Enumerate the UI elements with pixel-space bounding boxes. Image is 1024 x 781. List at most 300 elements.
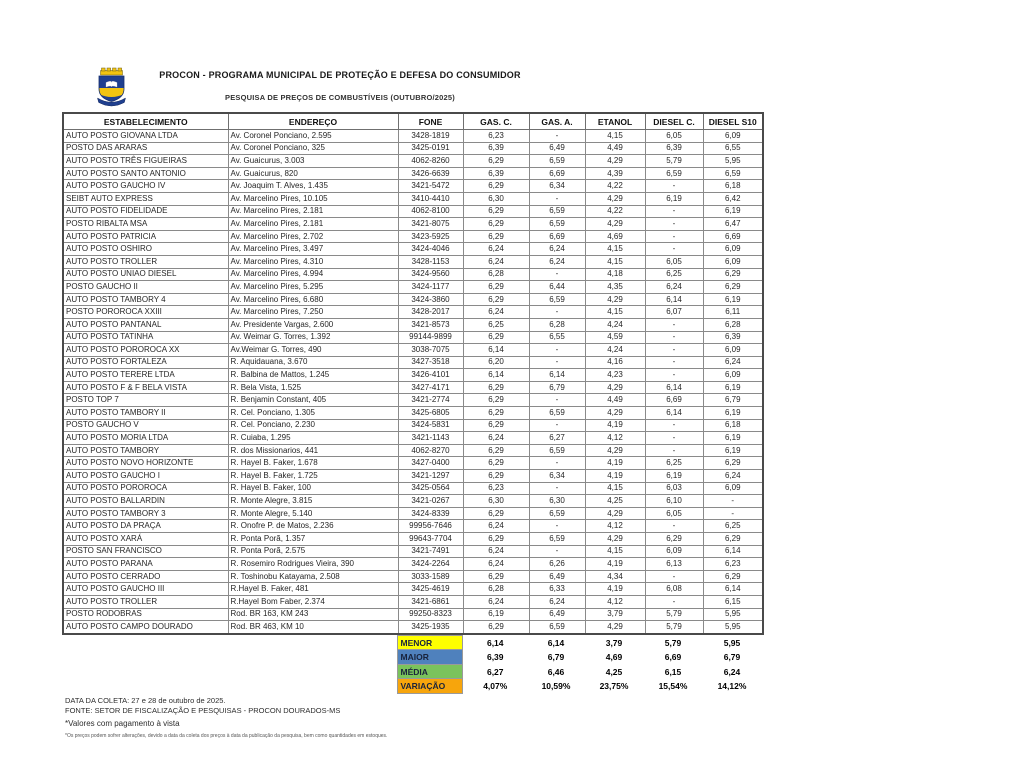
price-cell: 6,49 bbox=[529, 142, 585, 155]
address-cell: Rod. BR 163, KM 243 bbox=[228, 608, 398, 621]
establishment-cell: POSTO POROROCA XXIII bbox=[63, 306, 228, 319]
establishment-cell: AUTO POSTO SANTO ANTONIO bbox=[63, 167, 228, 180]
table-row bbox=[63, 192, 763, 205]
price-cell: 6,24 bbox=[463, 243, 529, 256]
price-cell: 5,79 bbox=[645, 621, 703, 634]
price-cell: 6,20 bbox=[463, 356, 529, 369]
price-cell: 6,33 bbox=[529, 583, 585, 596]
price-cell: 6,08 bbox=[645, 583, 703, 596]
price-cell: 4,15 bbox=[585, 243, 645, 256]
establishment-cell: AUTO POSTO CERRADO bbox=[63, 570, 228, 583]
price-cell: 6,39 bbox=[645, 142, 703, 155]
price-cell: 6,59 bbox=[529, 444, 585, 457]
price-cell: 6,19 bbox=[703, 444, 763, 457]
price-cell: 6,19 bbox=[703, 407, 763, 420]
address-cell: Av. Weimar G. Torres, 1.392 bbox=[228, 331, 398, 344]
price-cell: 6,79 bbox=[529, 381, 585, 394]
price-cell: 4,23 bbox=[585, 369, 645, 382]
price-cell: 6,25 bbox=[703, 520, 763, 533]
address-cell: R. Rosemiro Rodrigues Vieira, 390 bbox=[228, 558, 398, 571]
establishment-cell: AUTO POSTO CAMPO DOURADO bbox=[63, 621, 228, 634]
price-cell: - bbox=[529, 306, 585, 319]
price-cell: 4,29 bbox=[585, 381, 645, 394]
phone-cell: 3424-9560 bbox=[398, 268, 463, 281]
establishment-cell: AUTO POSTO TRÊS FIGUEIRAS bbox=[63, 155, 228, 168]
price-cell: 6,14 bbox=[463, 344, 529, 357]
price-cell: 6,49 bbox=[529, 608, 585, 621]
price-cell: - bbox=[529, 130, 585, 143]
price-cell: 4,34 bbox=[585, 570, 645, 583]
price-cell: 6,24 bbox=[463, 520, 529, 533]
phone-cell: 3427-4171 bbox=[398, 381, 463, 394]
price-cell: 4,15 bbox=[585, 255, 645, 268]
phone-cell: 99643-7704 bbox=[398, 533, 463, 546]
price-cell: 6,29 bbox=[463, 331, 529, 344]
establishment-cell: AUTO POSTO PARANA bbox=[63, 558, 228, 571]
price-cell: - bbox=[645, 520, 703, 533]
establishment-cell: AUTO POSTO GAUCHO I bbox=[63, 470, 228, 483]
summary-value: 5,95 bbox=[723, 637, 741, 648]
phone-cell: 3421-6861 bbox=[398, 595, 463, 608]
summary-value: 4,25 bbox=[605, 666, 623, 677]
price-cell: 6,39 bbox=[463, 167, 529, 180]
summary-value: 6,24 bbox=[723, 666, 741, 677]
price-cell: 6,28 bbox=[463, 583, 529, 596]
price-cell: 4,49 bbox=[585, 142, 645, 155]
phone-cell: 3426-4101 bbox=[398, 369, 463, 382]
establishment-cell: AUTO POSTO OSHIRO bbox=[63, 243, 228, 256]
establishment-cell: SEIBT AUTO EXPRESS bbox=[63, 192, 228, 205]
address-cell: Av. Coronel Ponciano, 2.595 bbox=[228, 130, 398, 143]
price-cell: 6,55 bbox=[703, 142, 763, 155]
price-cell: 4,19 bbox=[585, 419, 645, 432]
table-row bbox=[63, 621, 763, 634]
price-cell: 6,29 bbox=[463, 180, 529, 193]
summary-value: 6,46 bbox=[547, 666, 565, 677]
establishment-cell: AUTO POSTO TROLLER bbox=[63, 595, 228, 608]
price-cell: 6,29 bbox=[645, 533, 703, 546]
summary-label: VARIAÇÃO bbox=[397, 679, 462, 694]
price-cell: 6,28 bbox=[703, 318, 763, 331]
price-cell: 6,25 bbox=[645, 268, 703, 281]
price-cell: 4,39 bbox=[585, 167, 645, 180]
price-cell: 6,23 bbox=[463, 130, 529, 143]
table-row bbox=[63, 595, 763, 608]
price-cell: 6,29 bbox=[703, 281, 763, 294]
price-cell: 4,29 bbox=[585, 533, 645, 546]
price-cell: 6,29 bbox=[703, 457, 763, 470]
phone-cell: 3421-5472 bbox=[398, 180, 463, 193]
price-cell: 6,59 bbox=[529, 293, 585, 306]
price-cell: 6,19 bbox=[703, 381, 763, 394]
phone-cell: 3421-8075 bbox=[398, 218, 463, 231]
table-row bbox=[63, 432, 763, 445]
price-cell: 6,19 bbox=[703, 432, 763, 445]
price-cell: 6,19 bbox=[645, 470, 703, 483]
address-cell: Av. Marcelino Pires, 2.181 bbox=[228, 205, 398, 218]
price-cell: 6,30 bbox=[463, 192, 529, 205]
price-cell: 6,24 bbox=[645, 281, 703, 294]
price-cell: 4,19 bbox=[585, 457, 645, 470]
price-cell: 6,29 bbox=[463, 155, 529, 168]
phone-cell: 3425-1935 bbox=[398, 621, 463, 634]
table-row bbox=[63, 495, 763, 508]
price-cell: 4,29 bbox=[585, 192, 645, 205]
table-row bbox=[63, 167, 763, 180]
price-cell: - bbox=[703, 495, 763, 508]
price-cell: 6,24 bbox=[703, 356, 763, 369]
price-cell: 6,59 bbox=[645, 167, 703, 180]
table-row bbox=[63, 457, 763, 470]
table-row bbox=[63, 331, 763, 344]
price-cell: 6,29 bbox=[463, 205, 529, 218]
price-cell: 6,49 bbox=[529, 570, 585, 583]
establishment-cell: AUTO POSTO GIOVANA LTDA bbox=[63, 130, 228, 143]
price-cell: 6,07 bbox=[645, 306, 703, 319]
establishment-cell: AUTO POSTO TATINHA bbox=[63, 331, 228, 344]
price-cell: - bbox=[645, 595, 703, 608]
footer-notes bbox=[62, 696, 762, 741]
address-cell: Av. Joaquim T. Alves, 1.435 bbox=[228, 180, 398, 193]
price-cell: - bbox=[529, 545, 585, 558]
summary-value: 4,07% bbox=[483, 681, 508, 691]
price-cell: 6,29 bbox=[463, 419, 529, 432]
price-cell: 4,19 bbox=[585, 558, 645, 571]
price-cell: 6,03 bbox=[645, 482, 703, 495]
summary-value: 5,79 bbox=[664, 637, 682, 648]
price-cell: 6,05 bbox=[645, 507, 703, 520]
price-table-body bbox=[63, 130, 763, 634]
price-cell: 6,29 bbox=[463, 394, 529, 407]
price-cell: 6,24 bbox=[529, 255, 585, 268]
price-cell: 5,79 bbox=[645, 608, 703, 621]
address-cell: Av. Guaicurus, 820 bbox=[228, 167, 398, 180]
price-cell: 6,44 bbox=[529, 281, 585, 294]
summary-value: 23,75% bbox=[599, 681, 629, 691]
price-cell: 6,27 bbox=[529, 432, 585, 445]
price-cell: 6,24 bbox=[703, 470, 763, 483]
table-row bbox=[63, 583, 763, 596]
price-cell: 4,29 bbox=[585, 507, 645, 520]
column-header: GAS. C. bbox=[463, 113, 529, 130]
price-cell: 6,09 bbox=[703, 369, 763, 382]
address-cell: R. Toshinobu Katayama, 2.508 bbox=[228, 570, 398, 583]
price-cell: 6,18 bbox=[703, 419, 763, 432]
address-cell: R. Monte Alegre, 3.815 bbox=[228, 495, 398, 508]
summary-row bbox=[62, 650, 762, 665]
phone-cell: 3426-6639 bbox=[398, 167, 463, 180]
table-row bbox=[63, 407, 763, 420]
price-cell: 6,59 bbox=[529, 205, 585, 218]
page-subtitle: PESQUISA DE PREÇOS DE COMBUSTÍVEIS (OUTUBRO/2025) bbox=[225, 93, 455, 102]
table-row bbox=[63, 318, 763, 331]
payment-note: *Valores com pagamento à vista bbox=[65, 718, 180, 728]
summary-value: 6,14 bbox=[486, 637, 504, 648]
establishment-cell: POSTO GAUCHO II bbox=[63, 281, 228, 294]
table-row bbox=[63, 558, 763, 571]
price-cell: 6,55 bbox=[529, 331, 585, 344]
phone-cell: 99144-9899 bbox=[398, 331, 463, 344]
price-cell: 4,29 bbox=[585, 407, 645, 420]
address-cell: R. Onofre P. de Matos, 2.236 bbox=[228, 520, 398, 533]
address-cell: R.Hayel B. Faker, 481 bbox=[228, 583, 398, 596]
price-cell: 4,29 bbox=[585, 444, 645, 457]
summary-table bbox=[62, 635, 762, 694]
price-cell: 6,69 bbox=[529, 230, 585, 243]
table-row bbox=[63, 356, 763, 369]
price-cell: 6,59 bbox=[703, 167, 763, 180]
price-cell: - bbox=[645, 230, 703, 243]
summary-table-body bbox=[62, 635, 762, 693]
phone-cell: 99956-7646 bbox=[398, 520, 463, 533]
phone-cell: 3421-8573 bbox=[398, 318, 463, 331]
price-cell: 4,35 bbox=[585, 281, 645, 294]
phone-cell: 3427-3518 bbox=[398, 356, 463, 369]
address-cell: R. Hayel B. Faker, 100 bbox=[228, 482, 398, 495]
phone-cell: 4062-8100 bbox=[398, 205, 463, 218]
table-row bbox=[63, 482, 763, 495]
price-cell: 6,28 bbox=[463, 268, 529, 281]
table-row bbox=[63, 344, 763, 357]
price-cell: - bbox=[645, 218, 703, 231]
price-cell: 4,15 bbox=[585, 545, 645, 558]
price-cell: 6,19 bbox=[463, 608, 529, 621]
summary-value: 15,54% bbox=[658, 681, 688, 691]
price-cell: 4,29 bbox=[585, 218, 645, 231]
address-cell: Av. Marcelino Pires, 6.680 bbox=[228, 293, 398, 306]
price-cell: - bbox=[529, 482, 585, 495]
price-cell: 4,59 bbox=[585, 331, 645, 344]
price-cell: 6,29 bbox=[463, 444, 529, 457]
address-cell: R. Aquidauana, 3.670 bbox=[228, 356, 398, 369]
price-cell: - bbox=[645, 344, 703, 357]
column-header: GAS. A. bbox=[529, 113, 585, 130]
price-cell: - bbox=[645, 432, 703, 445]
establishment-cell: AUTO POSTO MORIA LTDA bbox=[63, 432, 228, 445]
price-cell: - bbox=[529, 419, 585, 432]
summary-row bbox=[62, 664, 762, 679]
price-cell: 5,95 bbox=[703, 621, 763, 634]
address-cell: Av. Coronel Ponciano, 325 bbox=[228, 142, 398, 155]
table-row bbox=[63, 545, 763, 558]
address-cell: R. Cel. Ponciano, 1.305 bbox=[228, 407, 398, 420]
price-cell: 6,34 bbox=[529, 180, 585, 193]
price-cell: 6,25 bbox=[645, 457, 703, 470]
price-cell: - bbox=[645, 444, 703, 457]
price-cell: 6,18 bbox=[703, 180, 763, 193]
table-row bbox=[63, 255, 763, 268]
address-cell: R. Bela Vista, 1.525 bbox=[228, 381, 398, 394]
price-cell: 6,42 bbox=[703, 192, 763, 205]
table-row bbox=[63, 205, 763, 218]
address-cell: Av. Marcelino Pires, 4.310 bbox=[228, 255, 398, 268]
price-cell: - bbox=[645, 419, 703, 432]
price-cell: - bbox=[529, 268, 585, 281]
address-cell: Av. Marcelino Pires, 2.181 bbox=[228, 218, 398, 231]
address-cell: Av. Guaicurus, 3.003 bbox=[228, 155, 398, 168]
table-row bbox=[63, 155, 763, 168]
price-cell: 6,14 bbox=[645, 381, 703, 394]
table-row bbox=[63, 507, 763, 520]
price-cell: 4,29 bbox=[585, 155, 645, 168]
phone-cell: 3424-1177 bbox=[398, 281, 463, 294]
phone-cell: 3410-4410 bbox=[398, 192, 463, 205]
phone-cell: 3424-4046 bbox=[398, 243, 463, 256]
price-cell: 6,24 bbox=[463, 306, 529, 319]
establishment-cell: AUTO POSTO GAUCHO III bbox=[63, 583, 228, 596]
price-cell: 6,14 bbox=[703, 583, 763, 596]
price-cell: 4,29 bbox=[585, 293, 645, 306]
table-row bbox=[63, 419, 763, 432]
price-cell: 6,29 bbox=[463, 381, 529, 394]
price-cell: 6,29 bbox=[463, 407, 529, 420]
column-header: FONE bbox=[398, 113, 463, 130]
phone-cell: 3424-8339 bbox=[398, 507, 463, 520]
price-cell: 6,24 bbox=[463, 432, 529, 445]
price-cell: 6,29 bbox=[463, 293, 529, 306]
establishment-cell: AUTO POSTO FIDELIDADE bbox=[63, 205, 228, 218]
table-row bbox=[63, 281, 763, 294]
address-cell: Av. Presidente Vargas, 2.600 bbox=[228, 318, 398, 331]
price-cell: 6,19 bbox=[645, 192, 703, 205]
price-cell: 6,59 bbox=[529, 507, 585, 520]
address-cell: Av. Marcelino Pires, 3.497 bbox=[228, 243, 398, 256]
price-cell: 6,29 bbox=[463, 570, 529, 583]
table-row bbox=[63, 394, 763, 407]
price-cell: 5,79 bbox=[645, 155, 703, 168]
price-cell: 6,24 bbox=[529, 243, 585, 256]
summary-row bbox=[62, 679, 762, 694]
price-cell: - bbox=[529, 344, 585, 357]
summary-row bbox=[62, 635, 762, 650]
disclaimer-note: *Os preços podem sofrer alterações, devido a data da coleta dos preços à data da publicação da pesquisa, bem como quantidades em estoques. bbox=[65, 732, 388, 739]
price-cell: - bbox=[529, 457, 585, 470]
price-cell: 6,23 bbox=[463, 482, 529, 495]
price-cell: 6,59 bbox=[529, 155, 585, 168]
summary-label: MAIOR bbox=[397, 650, 462, 665]
establishment-cell: AUTO POSTO TERERE LTDA bbox=[63, 369, 228, 382]
address-cell: Av. Marcelino Pires, 4.994 bbox=[228, 268, 398, 281]
price-cell: 6,29 bbox=[463, 281, 529, 294]
establishment-cell: POSTO RODOBRAS bbox=[63, 608, 228, 621]
establishment-cell: POSTO TOP 7 bbox=[63, 394, 228, 407]
phone-cell: 3424-2264 bbox=[398, 558, 463, 571]
price-cell: 4,25 bbox=[585, 495, 645, 508]
phone-cell: 3428-1819 bbox=[398, 130, 463, 143]
summary-spacer bbox=[62, 679, 397, 694]
table-row bbox=[63, 533, 763, 546]
address-cell: R. Cuiaba, 1.295 bbox=[228, 432, 398, 445]
phone-cell: 3421-1143 bbox=[398, 432, 463, 445]
phone-cell: 3428-2017 bbox=[398, 306, 463, 319]
establishment-cell: AUTO POSTO POROROCA XX bbox=[63, 344, 228, 357]
price-cell: - bbox=[529, 520, 585, 533]
price-cell: 6,19 bbox=[703, 205, 763, 218]
price-cell: 6,09 bbox=[703, 344, 763, 357]
price-cell: 6,29 bbox=[703, 570, 763, 583]
column-header: ETANOL bbox=[585, 113, 645, 130]
price-cell: 4,19 bbox=[585, 470, 645, 483]
establishment-cell: AUTO POSTO BALLARDIN bbox=[63, 495, 228, 508]
address-cell: R. Monte Alegre, 5.140 bbox=[228, 507, 398, 520]
address-cell: R. Benjamin Constant, 405 bbox=[228, 394, 398, 407]
price-cell: 4,12 bbox=[585, 432, 645, 445]
collection-date-note: DATA DA COLETA: 27 e 28 de outubro de 2025. bbox=[65, 695, 226, 705]
establishment-cell: AUTO POSTO TAMBORY 4 bbox=[63, 293, 228, 306]
establishment-cell: AUTO POSTO NOVO HORIZONTE bbox=[63, 457, 228, 470]
summary-value: 6,39 bbox=[486, 652, 504, 662]
table-row bbox=[63, 243, 763, 256]
price-cell: 6,14 bbox=[645, 407, 703, 420]
source-note: FONTE: SETOR DE FISCALIZAÇÃO E PESQUISAS - PROCON DOURADOS-MS bbox=[65, 706, 341, 716]
price-cell: 6,30 bbox=[529, 495, 585, 508]
summary-spacer bbox=[62, 650, 397, 665]
price-cell: - bbox=[645, 205, 703, 218]
address-cell: R. Ponta Porã, 1.357 bbox=[228, 533, 398, 546]
price-cell: 6,09 bbox=[703, 255, 763, 268]
phone-cell: 3038-7075 bbox=[398, 344, 463, 357]
establishment-cell: AUTO POSTO FORTALEZA bbox=[63, 356, 228, 369]
phone-cell: 3421-0267 bbox=[398, 495, 463, 508]
price-cell: 6,10 bbox=[645, 495, 703, 508]
price-cell: 6,59 bbox=[529, 407, 585, 420]
price-cell: 6,15 bbox=[703, 595, 763, 608]
price-cell: 4,22 bbox=[585, 180, 645, 193]
table-row bbox=[63, 381, 763, 394]
price-cell: 6,29 bbox=[463, 470, 529, 483]
price-cell: 6,59 bbox=[529, 218, 585, 231]
summary-spacer bbox=[62, 635, 397, 650]
establishment-cell: AUTO POSTO DA PRAÇA bbox=[63, 520, 228, 533]
address-cell: R. Ponta Porã, 2.575 bbox=[228, 545, 398, 558]
price-cell: - bbox=[645, 331, 703, 344]
table-row bbox=[63, 142, 763, 155]
price-cell: - bbox=[529, 394, 585, 407]
price-cell: 6,30 bbox=[463, 495, 529, 508]
price-cell: 6,23 bbox=[703, 558, 763, 571]
price-cell: 6,09 bbox=[645, 545, 703, 558]
table-row bbox=[63, 470, 763, 483]
price-cell: 6,59 bbox=[529, 533, 585, 546]
establishment-cell: AUTO POSTO TROLLER bbox=[63, 255, 228, 268]
price-cell: 6,05 bbox=[645, 255, 703, 268]
table-row bbox=[63, 293, 763, 306]
price-cell: 6,29 bbox=[463, 218, 529, 231]
price-cell: 4,18 bbox=[585, 268, 645, 281]
price-cell: 4,49 bbox=[585, 394, 645, 407]
establishment-cell: POSTO RIBALTA MSA bbox=[63, 218, 228, 231]
establishment-cell: AUTO POSTO POROROCA bbox=[63, 482, 228, 495]
establishment-cell: POSTO GAUCHO V bbox=[63, 419, 228, 432]
phone-cell: 3421-2774 bbox=[398, 394, 463, 407]
phone-cell: 3424-5831 bbox=[398, 419, 463, 432]
price-cell: 4,22 bbox=[585, 205, 645, 218]
establishment-cell: AUTO POSTO XARÁ bbox=[63, 533, 228, 546]
price-cell: 4,15 bbox=[585, 130, 645, 143]
price-cell: 6,09 bbox=[703, 243, 763, 256]
address-cell: R. Balbina de Mattos, 1.245 bbox=[228, 369, 398, 382]
price-cell: 6,34 bbox=[529, 470, 585, 483]
table-header-row bbox=[63, 113, 763, 130]
summary-value: 4,69 bbox=[605, 652, 623, 662]
establishment-cell: AUTO POSTO PATRICIA bbox=[63, 230, 228, 243]
address-cell: R. Hayel B. Faker, 1.725 bbox=[228, 470, 398, 483]
establishment-cell: AUTO POSTO F & F BELA VISTA bbox=[63, 381, 228, 394]
price-cell: 6,29 bbox=[703, 533, 763, 546]
content-area bbox=[62, 112, 762, 741]
price-cell: 4,12 bbox=[585, 520, 645, 533]
table-row bbox=[63, 268, 763, 281]
